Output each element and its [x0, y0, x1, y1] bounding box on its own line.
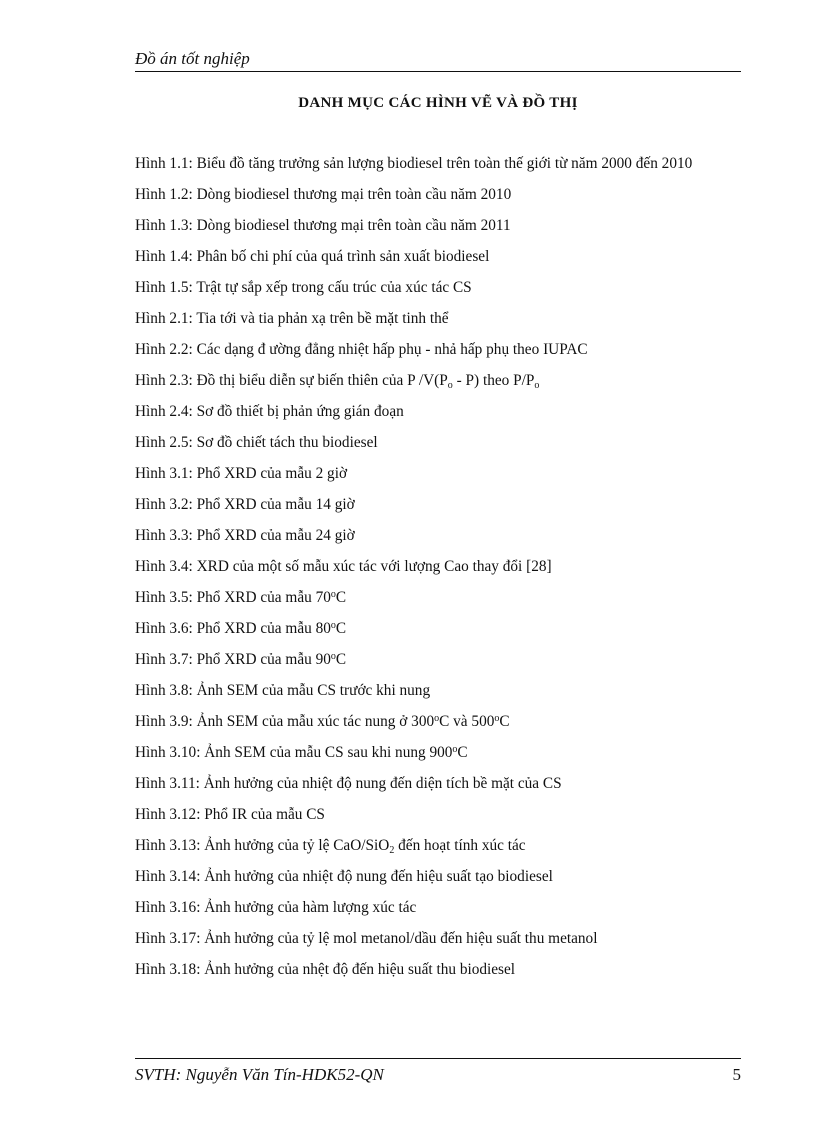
- list-item: [135, 710, 741, 733]
- list-item: Hình 3.14: Ảnh hưởng của nhiệt độ nung đến hiệu suất tạo biodiesel: [135, 868, 553, 885]
- list-item: Hình 3.16: Ảnh hưởng của hàm lượng xúc tác: [135, 899, 417, 916]
- list-item-text: Hình 3.13: Ảnh hưởng của tỷ lệ CaO/SiO: [135, 837, 390, 854]
- footer-divider: [135, 1058, 741, 1059]
- list-item-text: C: [439, 713, 450, 730]
- page-title: DANH MỤC CÁC HÌNH VẼ VÀ ĐỒ THỊ: [298, 95, 578, 111]
- list-item: Hình 3.8: Ảnh SEM của mẫu CS trước khi nung: [135, 682, 431, 699]
- list-item-text: đến hoạt tính xúc tác: [394, 837, 526, 854]
- list-item-text: C: [335, 620, 347, 637]
- running-header: Đồ án tốt nghiệp: [135, 49, 250, 68]
- superscript: o: [452, 744, 458, 755]
- subscript: o: [534, 380, 540, 391]
- list-item: Hình 3.12: Phổ IR của mẫu CS: [135, 806, 325, 823]
- list-item: Hình 3.2: Phổ XRD của mẫu 14 giờ: [135, 496, 355, 513]
- header-divider: [135, 71, 741, 72]
- list-item-text: C: [457, 744, 468, 761]
- subscript: o: [447, 380, 453, 391]
- list-item-text: Hình 3.10: Ảnh SEM của mẫu CS sau khi nung 900: [135, 744, 453, 761]
- list-item: [135, 586, 741, 609]
- list-item-text: C: [335, 589, 347, 606]
- list-item-text: Hình 3.6: Phổ XRD của mẫu 80: [135, 620, 331, 637]
- list-item-text: Hình 3.7: Phổ XRD của mẫu 90: [135, 651, 331, 668]
- list-item-text: và 500: [449, 713, 495, 730]
- list-item: Hình 1.5: Trật tự sắp xếp trong cấu trúc của xúc tác CS: [135, 279, 472, 296]
- list-item: Hình 1.3: Dòng biodiesel thương mại trên toàn cầu năm 2011: [135, 217, 511, 234]
- list-item: [135, 617, 741, 640]
- list-item: Hình 1.4: Phân bố chi phí của quá trình sản xuất biodiesel: [135, 248, 490, 265]
- list-item: Hình 1.2: Dòng biodiesel thương mại trên toàn cầu năm 2010: [135, 186, 512, 203]
- page-number: 5: [732, 1065, 741, 1084]
- list-item-text: Hình 2.3: Đồ thị biểu diễn sự biến thiên của P /V(P: [135, 372, 448, 389]
- list-item: [135, 834, 741, 857]
- list-item: [135, 741, 741, 764]
- superscript: o: [434, 713, 440, 724]
- list-item: Hình 2.4: Sơ đồ thiết bị phản ứng gián đoạn: [135, 403, 404, 420]
- list-item-text: Hình 3.9: Ảnh SEM của mẫu xúc tác nung ở 300: [135, 713, 435, 730]
- list-item: [135, 648, 741, 671]
- list-item: Hình 3.3: Phổ XRD của mẫu 24 giờ: [135, 527, 355, 544]
- list-item: Hình 2.2: Các dạng đ ường đẳng nhiệt hấp phụ - nhả hấp phụ theo IUPAC: [135, 341, 588, 358]
- list-item: Hình 1.1: Biểu đồ tăng trưởng sản lượng biodiesel trên toàn thế giới từ năm 2000 đến 2010: [135, 155, 693, 172]
- superscript: o: [330, 620, 336, 631]
- list-item-text: C: [499, 713, 510, 730]
- superscript: o: [330, 651, 336, 662]
- list-item-text: Hình 3.5: Phổ XRD của mẫu 70: [135, 589, 331, 606]
- list-item: Hình 3.4: XRD của một số mẫu xúc tác với lượng Cao thay đổi [28]: [135, 558, 552, 575]
- superscript: o: [330, 589, 336, 600]
- list-item: Hình 3.17: Ảnh hưởng của tỷ lệ mol metanol/dầu đến hiệu suất thu metanol: [135, 930, 598, 947]
- list-item: Hình 3.18: Ảnh hưởng của nhệt độ đến hiệu suất thu biodiesel: [135, 961, 516, 978]
- list-item: Hình 2.1: Tia tới và tia phản xạ trên bề mặt tinh thể: [135, 310, 449, 327]
- list-item: Hình 3.1: Phổ XRD của mẫu 2 giờ: [135, 465, 348, 482]
- list-item-text: C: [335, 651, 347, 668]
- list-item: [135, 369, 741, 392]
- list-item: Hình 3.11: Ảnh hưởng của nhiệt độ nung đến diện tích bề mặt của CS: [135, 775, 562, 792]
- superscript: o: [494, 713, 500, 724]
- subscript: 2: [389, 845, 395, 856]
- running-footer: SVTH: Nguyễn Văn Tín-HDK52-QN: [135, 1065, 384, 1084]
- list-item: Hình 2.5: Sơ đồ chiết tách thu biodiesel: [135, 434, 378, 451]
- list-item-text: - P) theo P/P: [452, 372, 535, 389]
- figure-list: [135, 152, 741, 989]
